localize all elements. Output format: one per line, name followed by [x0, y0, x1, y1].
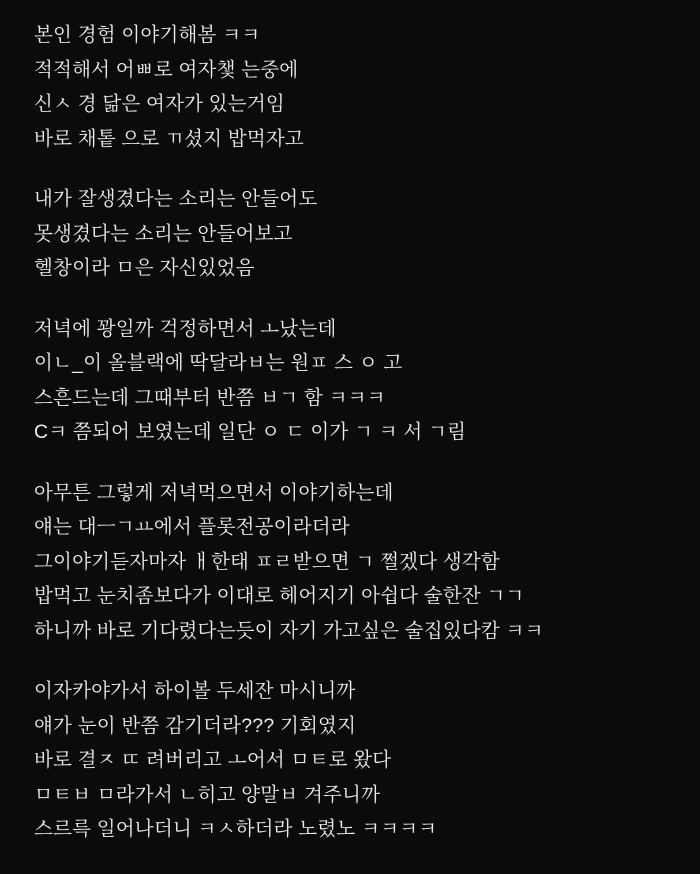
paragraph-block — [34, 182, 670, 286]
text-line: 밥먹고 눈치좀보다가 이대로 헤어지기 아쉽다 술한잔 ㄱㄱ — [34, 585, 525, 607]
text-line: 얘가 눈이 반쯤 감기더라??? 기회였지 — [34, 714, 357, 737]
paragraph-block — [34, 18, 670, 156]
paragraph-block — [34, 476, 670, 649]
text-line: 본인 경험 이야기해봄 ㅋㅋ — [34, 24, 261, 46]
text-line: 이자카야가서 하이볼 두세잔 마시니까 — [34, 680, 356, 702]
text-line: 못생겼다는 소리는 안들어보고 — [34, 222, 293, 245]
text-line: 그이야기듣자마자 ㅐ한태 ㅍㄹ받으면 ㄱ 쩔겠다 생각함 — [34, 550, 500, 573]
text-line: ㅁㅌㅂ ㅁ라가서 ㄴ히고 양말ㅂ 겨주니까 — [34, 783, 381, 806]
text-line: 헬창이라 ㅁ은 자신있었음 — [34, 257, 255, 279]
text-line: 하니까 바로 기다렸다는듯이 자기 가고싶은 술집있다캄 ㅋㅋ — [34, 619, 544, 642]
text-line: 내가 잘생겼다는 소리는 안들어도 — [34, 188, 318, 210]
text-line: Cㅋ 쯤되어 보였는데 일단 ㅇ ㄷ 이가 ㄱ ㅋ 서 ㄱ림 — [34, 421, 467, 443]
text-line: 스르륵 일어나더니 ㅋㅅ하더라 노렸노 ㅋㅋㅋㅋ — [34, 818, 438, 840]
paragraph-block — [34, 674, 670, 847]
text-line: 바로 채톹 으로 ㄲ셨지 밥먹자고 — [34, 127, 304, 150]
text-line: 적적해서 어ㅃ로 여자챛 는중에 — [34, 58, 299, 81]
text-line: 이ㄴ_이 올블랙에 딱달라ㅂ는 원ㅍ 스 ㅇ 고 — [34, 352, 403, 374]
paragraph-block — [34, 312, 670, 450]
text-line: 신ㅅ 경 닮은 여자가 있는거임 — [34, 93, 285, 115]
text-line: 얘는 대ㅡㄱㅛ에서 플롯전공이라더라 — [34, 516, 350, 538]
text-line: 저녁에 꽝일까 걱정하면서 ㅗ났는데 — [34, 317, 337, 340]
text-line: 스흔드는데 그때부터 반쯤 ㅂㄱ 함 ㅋㅋㅋ — [34, 386, 386, 409]
text-line: 아무튼 그렇게 저녁먹으면서 이야기하는데 — [34, 481, 394, 504]
text-line: 바로 결ㅈ ㄸ 려버리고 ㅗ어서 ㅁㅌ로 왔다 — [34, 749, 392, 771]
